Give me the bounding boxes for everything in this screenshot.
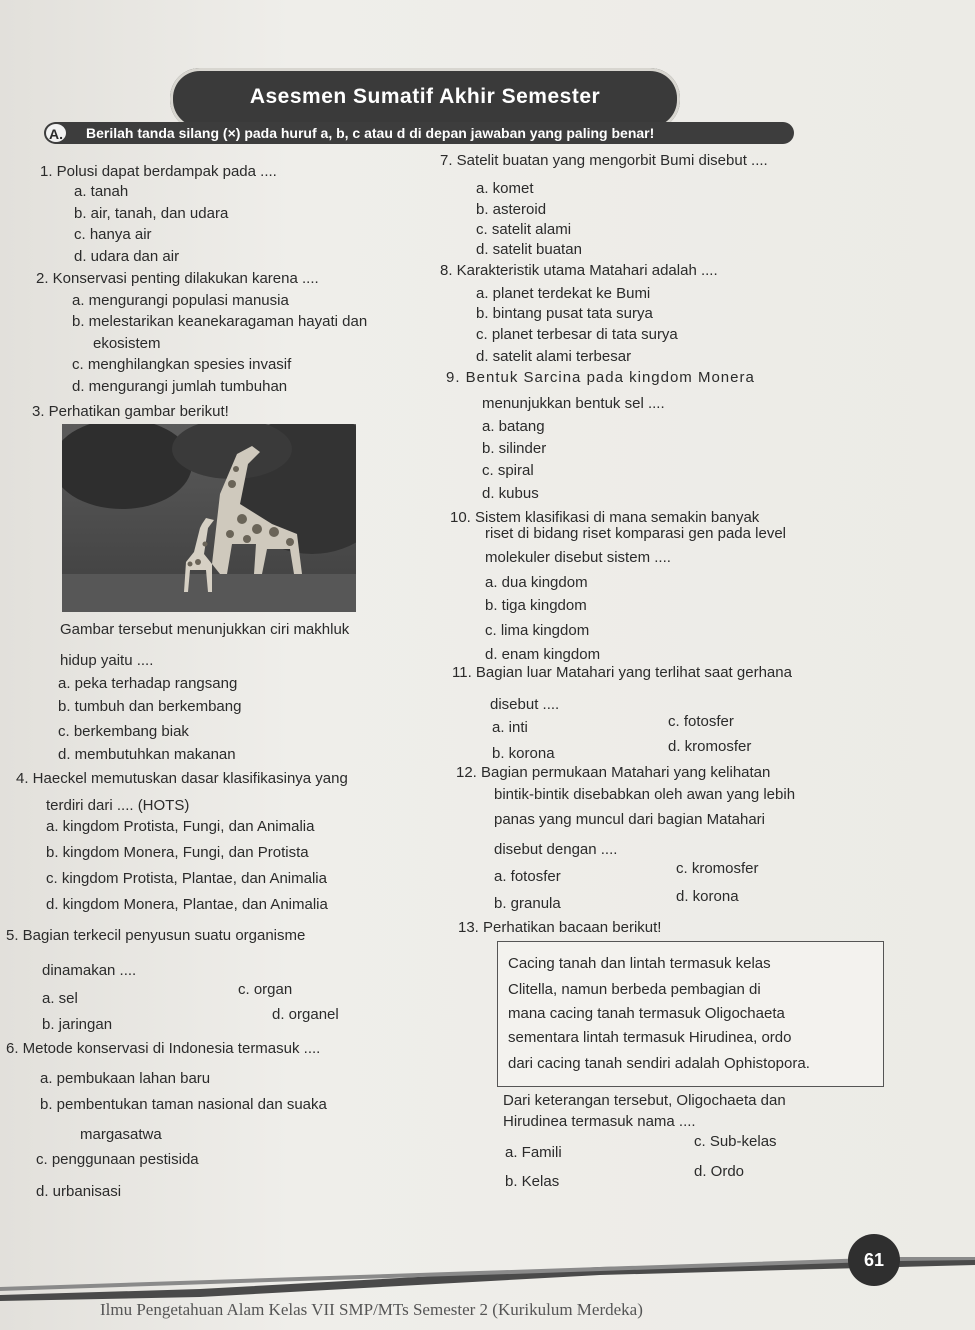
page-number: 61: [848, 1234, 900, 1286]
q2-stem: 2. Konservasi penting dilakukan karena ....: [36, 270, 319, 287]
q1-option-b: b. air, tanah, dan udara: [74, 205, 229, 222]
q3-option-d: d. membutuhkan makanan: [58, 746, 236, 763]
q13-reading-box: [497, 941, 884, 1087]
q3-option-c: c. berkembang biak: [58, 723, 189, 740]
q13-option-c: c. Sub-kelas: [694, 1133, 777, 1150]
q4-option-c: c. kingdom Protista, Plantae, dan Animalia: [46, 870, 327, 887]
q11-option-a: a. inti: [492, 719, 528, 736]
q1-option-a: a. tanah: [74, 183, 129, 200]
q5-option-c: c. organ: [238, 981, 293, 998]
q9-option-a: a. batang: [482, 418, 545, 435]
q7-stem: 7. Satelit buatan yang mengorbit Bumi disebut ....: [440, 152, 768, 169]
q13-option-d: d. Ordo: [694, 1163, 745, 1180]
q4-option-a: a. kingdom Protista, Fungi, dan Animalia: [46, 818, 315, 835]
section-badge: A.: [44, 122, 68, 144]
q13-box-line5: dari cacing tanah sendiri adalah Ophistopora.: [508, 1055, 810, 1072]
q8-option-c: c. planet terbesar di tata surya: [476, 326, 678, 343]
q2-option-d: d. mengurangi jumlah tumbuhan: [72, 378, 288, 395]
q5-option-d: d. organel: [272, 1006, 339, 1023]
q11-stem-line2: disebut ....: [490, 696, 560, 713]
q12-option-b: b. granula: [494, 895, 561, 912]
q4-stem-line2: terdiri dari .... (HOTS): [46, 797, 190, 814]
q3-option-b: b. tumbuh dan berkembang: [58, 698, 242, 715]
q13-option-b: b. Kelas: [505, 1173, 560, 1190]
q3-caption-line2: hidup yaitu ....: [60, 652, 154, 669]
q7-option-b: b. asteroid: [476, 201, 547, 218]
q11-option-c: c. fotosfer: [668, 713, 734, 730]
q10-option-b: b. tiga kingdom: [485, 597, 587, 614]
q13-after-line2: Hirudinea termasuk nama ....: [503, 1113, 696, 1130]
q13-option-a: a. Famili: [505, 1144, 562, 1161]
q4-stem-line1: 4. Haeckel memutuskan dasar klasifikasinya yang: [16, 770, 348, 787]
q2-option-c: c. menghilangkan spesies invasif: [72, 356, 292, 373]
q6-option-b-line1: b. pembentukan taman nasional dan suaka: [40, 1096, 327, 1113]
q8-option-d: d. satelit alami terbesar: [476, 348, 632, 365]
q11-option-b: b. korona: [492, 745, 555, 762]
q11-option-d: d. kromosfer: [668, 738, 752, 755]
q7-option-d: d. satelit buatan: [476, 241, 582, 258]
giraffe-image: [62, 424, 356, 612]
q2-option-b-line2: ekosistem: [93, 335, 161, 352]
q9-option-d: d. kubus: [482, 485, 539, 502]
q4-option-d: d. kingdom Monera, Plantae, dan Animalia: [46, 896, 328, 913]
q1-option-c: c. hanya air: [74, 226, 152, 243]
q12-option-a: a. fotosfer: [494, 868, 561, 885]
q6-stem: 6. Metode konservasi di Indonesia termasuk ....: [6, 1040, 321, 1057]
q5-option-a: a. sel: [42, 990, 78, 1007]
q6-option-b-line2: margasatwa: [80, 1126, 162, 1143]
q5-stem-line1: 5. Bagian terkecil penyusun suatu organisme: [6, 927, 306, 944]
q13-box-line2: Clitella, namun berbeda pembagian di: [508, 981, 761, 998]
giraffe-photo: [62, 424, 356, 612]
q9-option-b: b. silinder: [482, 440, 547, 457]
q10-stem-line2: riset di bidang riset komparasi gen pada level: [485, 525, 787, 542]
q8-stem: 8. Karakteristik utama Matahari adalah ....: [440, 262, 718, 279]
q1-stem: 1. Polusi dapat berdampak pada ....: [40, 163, 277, 180]
q10-option-d: d. enam kingdom: [485, 646, 601, 663]
q12-option-c: c. kromosfer: [676, 860, 759, 877]
q6-option-d: d. urbanisasi: [36, 1183, 122, 1200]
footer-stripe: [0, 1257, 975, 1301]
instruction-text: Berilah tanda silang (×) pada huruf a, b, c atau d di depan jawaban yang paling benar!: [86, 125, 655, 141]
q12-stem-line1: 12. Bagian permukaan Matahari yang kelihatan: [456, 764, 771, 781]
q4-option-b: b. kingdom Monera, Fungi, dan Protista: [46, 844, 309, 861]
q10-stem-line3: molekuler disebut sistem ....: [485, 549, 671, 566]
q5-option-b: b. jaringan: [42, 1016, 113, 1033]
q9-stem-line2: menunjukkan bentuk sel ....: [482, 395, 665, 412]
q12-stem-line2: bintik-bintik disebabkan oleh awan yang lebih: [494, 786, 796, 803]
q10-option-c: c. lima kingdom: [485, 622, 590, 639]
q8-option-b: b. bintang pusat tata surya: [476, 305, 653, 322]
q12-option-d: d. korona: [676, 888, 739, 905]
q13-box-line1: Cacing tanah dan lintah termasuk kelas: [508, 955, 771, 972]
q13-box-line4: sementara lintah termasuk Hirudinea, ordo: [508, 1029, 792, 1046]
q3-option-a: a. peka terhadap rangsang: [58, 675, 238, 692]
q3-caption-line1: Gambar tersebut menunjukkan ciri makhluk: [60, 621, 350, 638]
q6-option-a: a. pembukaan lahan baru: [40, 1070, 211, 1087]
instruction-bar: [46, 122, 794, 144]
q13-stem: 13. Perhatikan bacaan berikut!: [458, 919, 662, 936]
q1-option-d: d. udara dan air: [74, 248, 180, 265]
q13-after-line1: Dari keterangan tersebut, Oligochaeta dan: [503, 1092, 786, 1109]
book-title: Ilmu Pengetahuan Alam Kelas VII SMP/MTs Semester 2 (Kurikulum Merdeka): [100, 1300, 643, 1319]
q8-option-a: a. planet terdekat ke Bumi: [476, 285, 651, 302]
q5-stem-line2: dinamakan ....: [42, 962, 137, 979]
q6-option-c: c. penggunaan pestisida: [36, 1151, 199, 1168]
q13-box-line3: mana cacing tanah termasuk Oligochaeta: [508, 1005, 785, 1022]
q12-stem-line3: panas yang muncul dari bagian Matahari: [494, 811, 766, 828]
q9-stem-line1: 9. Bentuk Sarcina pada kingdom Monera: [446, 369, 755, 386]
q10-option-a: a. dua kingdom: [485, 574, 588, 591]
q2-option-a: a. mengurangi populasi manusia: [72, 292, 289, 309]
q9-option-c: c. spiral: [482, 462, 534, 479]
q10-stem-line1: 10. Sistem klasifikasi di mana semakin banyak: [450, 509, 760, 526]
title-banner: [170, 68, 680, 130]
q7-option-c: c. satelit alami: [476, 221, 572, 238]
q11-stem-line1: 11. Bagian luar Matahari yang terlihat saat gerhana: [452, 664, 792, 681]
q2-option-b-line1: b. melestarikan keanekaragaman hayati dan: [72, 313, 368, 330]
q7-option-a: a. komet: [476, 180, 534, 197]
page-title: Asesmen Sumatif Akhir Semester: [249, 85, 601, 108]
q12-stem-line4: disebut dengan ....: [494, 841, 618, 858]
q3-stem: 3. Perhatikan gambar berikut!: [32, 403, 229, 420]
